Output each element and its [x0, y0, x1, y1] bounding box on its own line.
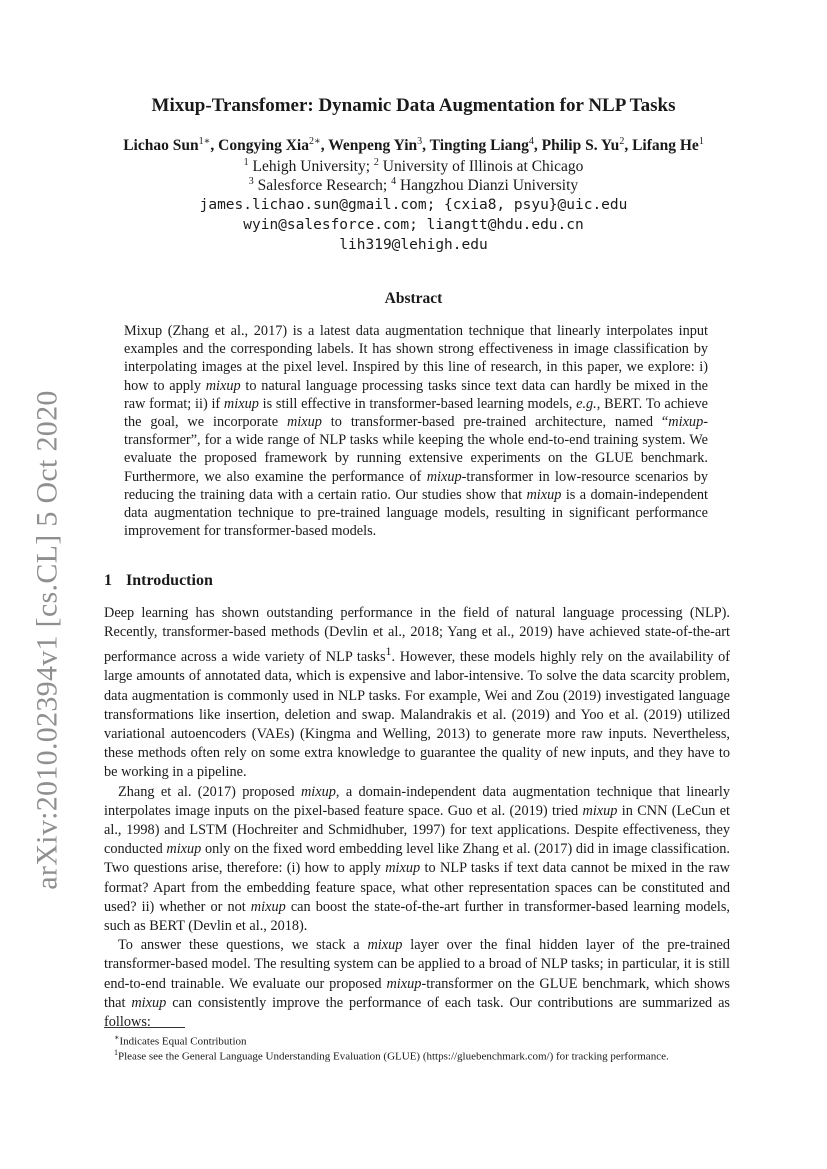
- footnote: ∗Indicates Equal Contribution: [114, 1033, 247, 1048]
- text-run: to NLP tasks if text data cannot be mixed in the raw format? Apart from the embedding feature space, what other representation spaces can be constituted and used? ii) whether or not: [104, 860, 730, 915]
- text-run: -transformer on the GLUE benchmark, which shows that: [104, 975, 730, 1011]
- author: Congying Xia$^{2∗}$: [218, 136, 321, 155]
- text-run: to transformer-based pre-trained architecture, named “: [321, 414, 669, 431]
- text-run: To answer these questions, we stack a: [118, 937, 368, 954]
- arxiv-identifier-text: arXiv:2010.02394v1 [cs.CL] 5 Oct 2020: [31, 390, 64, 890]
- email-line: lih319@lehigh.edu: [339, 237, 488, 253]
- text-run: only on the fixed word embedding level like Zhang et al. (2017) did in image classification. Two questions arise, therefore: (i) how to apply: [104, 841, 730, 877]
- text-run: is a domain-independent data augmentation technique to pre-trained language models, resulting in significant performance improvement for transformer-based models.: [124, 486, 708, 540]
- footnote-divider: [104, 1027, 185, 1028]
- email-line: james.lichao.sun@gmail.com; {cxia8, psyu}@uic.edu: [199, 197, 628, 213]
- emphasis-text: mixup: [166, 841, 202, 858]
- emphasis-text: mixup: [582, 802, 618, 819]
- paragraph: [104, 604, 730, 783]
- author: Wenpeng Yin$^3$: [328, 136, 423, 155]
- email-line: wyin@salesforce.com; liangtt@hdu.edu.cn: [243, 217, 584, 233]
- text-run: to natural language processing tasks since text data can hardly be mixed in the raw format; ii) if: [124, 377, 708, 412]
- abstract-body: [124, 322, 708, 540]
- text-run: , BERT. To achieve the goal, we incorporate: [124, 395, 709, 431]
- text-run: can consistently improve the performance of each task. Our contributions are summarized as follows:: [104, 994, 730, 1031]
- emphasis-text: mixup: [526, 486, 562, 503]
- emphasis-text: mixup: [668, 414, 704, 431]
- emphasis-text: mixup: [300, 783, 336, 800]
- text-run: Zhang et al. (2017) proposed: [118, 783, 301, 800]
- emphasis-text: mixup: [286, 414, 322, 431]
- author-list: Lichao Sun$^{1∗}$, Congying Xia$^{2∗}$, Wenpeng Yin$^3$, Tingting Liang$^4$, Philip S. Yu$^2$, Lifang He$^1$: [123, 136, 704, 155]
- text-run: Mixup (Zhang et al., 2017) is a latest data augmentation technique that linearly interpolates input examples and the corresponding labels. It has shown strong effectiveness in image classification by interpolating images at the pixel level. Inspired by this line of research, in this paper, we explore: i) how to apply: [124, 323, 708, 394]
- emphasis-text: mixup: [386, 975, 422, 992]
- affiliation-line: $^1$ Lehigh University; $^2$ University of Illinois at Chicago: [243, 157, 584, 176]
- arxiv-identifier-stamp: [8, 390, 88, 890]
- emphasis-text: e.g.: [576, 395, 597, 412]
- paragraph: [104, 936, 730, 1032]
- text-run: -transformer”, for a wide range of NLP tasks while keeping the whole end-to-end training system. We evaluate the proposed framework by running extensive experiments on the GLUE benchmark. Furthermore, we also examine the performance of: [124, 414, 708, 485]
- introduction-body: [104, 604, 730, 1032]
- footnote-ref: 1: [385, 644, 392, 659]
- emphasis-text: mixup: [250, 898, 286, 915]
- text-run: . However, these models highly rely on the availability of large amounts of annotated data, which is expensive and labor-intensive. To solve the data scarcity problem, data augmentation is commonly used in NLP tasks. For example, Wei and Zou (2019) investigated language transformations like insertion, deletion and swap. Malandrakis et al. (2019) and Yoo et al. (2019) utilized variational autoencoders (VAEs) (Kingma and Welling, 2013) to generate more raw inputs. Nevertheless, these methods often rely on some extra knowledge to guarantee the quality of new inputs, and they have to be working in a pipeline.: [104, 649, 730, 781]
- paragraph: [104, 783, 730, 937]
- author: Lichao Sun$^{1∗}$: [123, 136, 211, 155]
- text-run: , a domain-independent data augmentation technique that linearly interpolates image inputs on the pixel-based feature space. Guo et al. (2019) tried: [104, 783, 731, 819]
- text-run: in CNN (LeCun et al., 1998) and LSTM (Hochreiter and Schmidhuber, 1997) for text applications. Despite effectiveness, they conducted: [104, 802, 731, 858]
- emphasis-text: mixup: [131, 994, 167, 1011]
- emphasis-text: mixup: [426, 468, 462, 485]
- abstract-heading: Abstract: [384, 290, 443, 307]
- text-run: Deep learning has shown outstanding performance in the field of natural language processing (NLP). Recently, transformer-based methods (Devlin et al., 2018; Yang et al., 2019) have achieved state-of-the-art performance across a wide variety of NLP tasks: [104, 605, 730, 666]
- section-heading: 1 Introduction: [104, 572, 213, 589]
- footnote: $^1$Please see the General Language Understanding Evaluation (GLUE) (https://gluebenchmark.com/) for tracking performance.: [114, 1048, 669, 1063]
- emphasis-text: mixup: [367, 937, 403, 954]
- emphasis-text: mixup: [205, 377, 241, 394]
- text-run: -transformer in low-resource scenarios by reducing the training data with a certain ratio. Our studies show that: [124, 468, 708, 503]
- emphasis-text: mixup: [385, 860, 421, 877]
- affiliation-line: $^3$ Salesforce Research; $^4$ Hangzhou Dianzi University: [248, 176, 579, 195]
- author: Lifang He$^1$: [632, 136, 704, 155]
- emphasis-text: mixup: [223, 395, 259, 412]
- author: Philip S. Yu$^2$: [541, 136, 625, 155]
- text-run: layer over the final hidden layer of the pre-trained transformer-based model. The resulting system can be applied to a broad of NLP tasks; in particular, it is still end-to-end trainable. We evaluate our proposed: [104, 937, 730, 992]
- text-run: is still effective in transformer-based learning models,: [258, 395, 577, 412]
- text-run: can boost the state-of-the-art further in transformer-based learning models, such as BERT (Devlin et al., 2018).: [104, 898, 730, 935]
- author: Tingting Liang$^4$: [429, 136, 534, 155]
- paper-title: Mixup-Transfomer: Dynamic Data Augmentation for NLP Tasks: [151, 95, 676, 116]
